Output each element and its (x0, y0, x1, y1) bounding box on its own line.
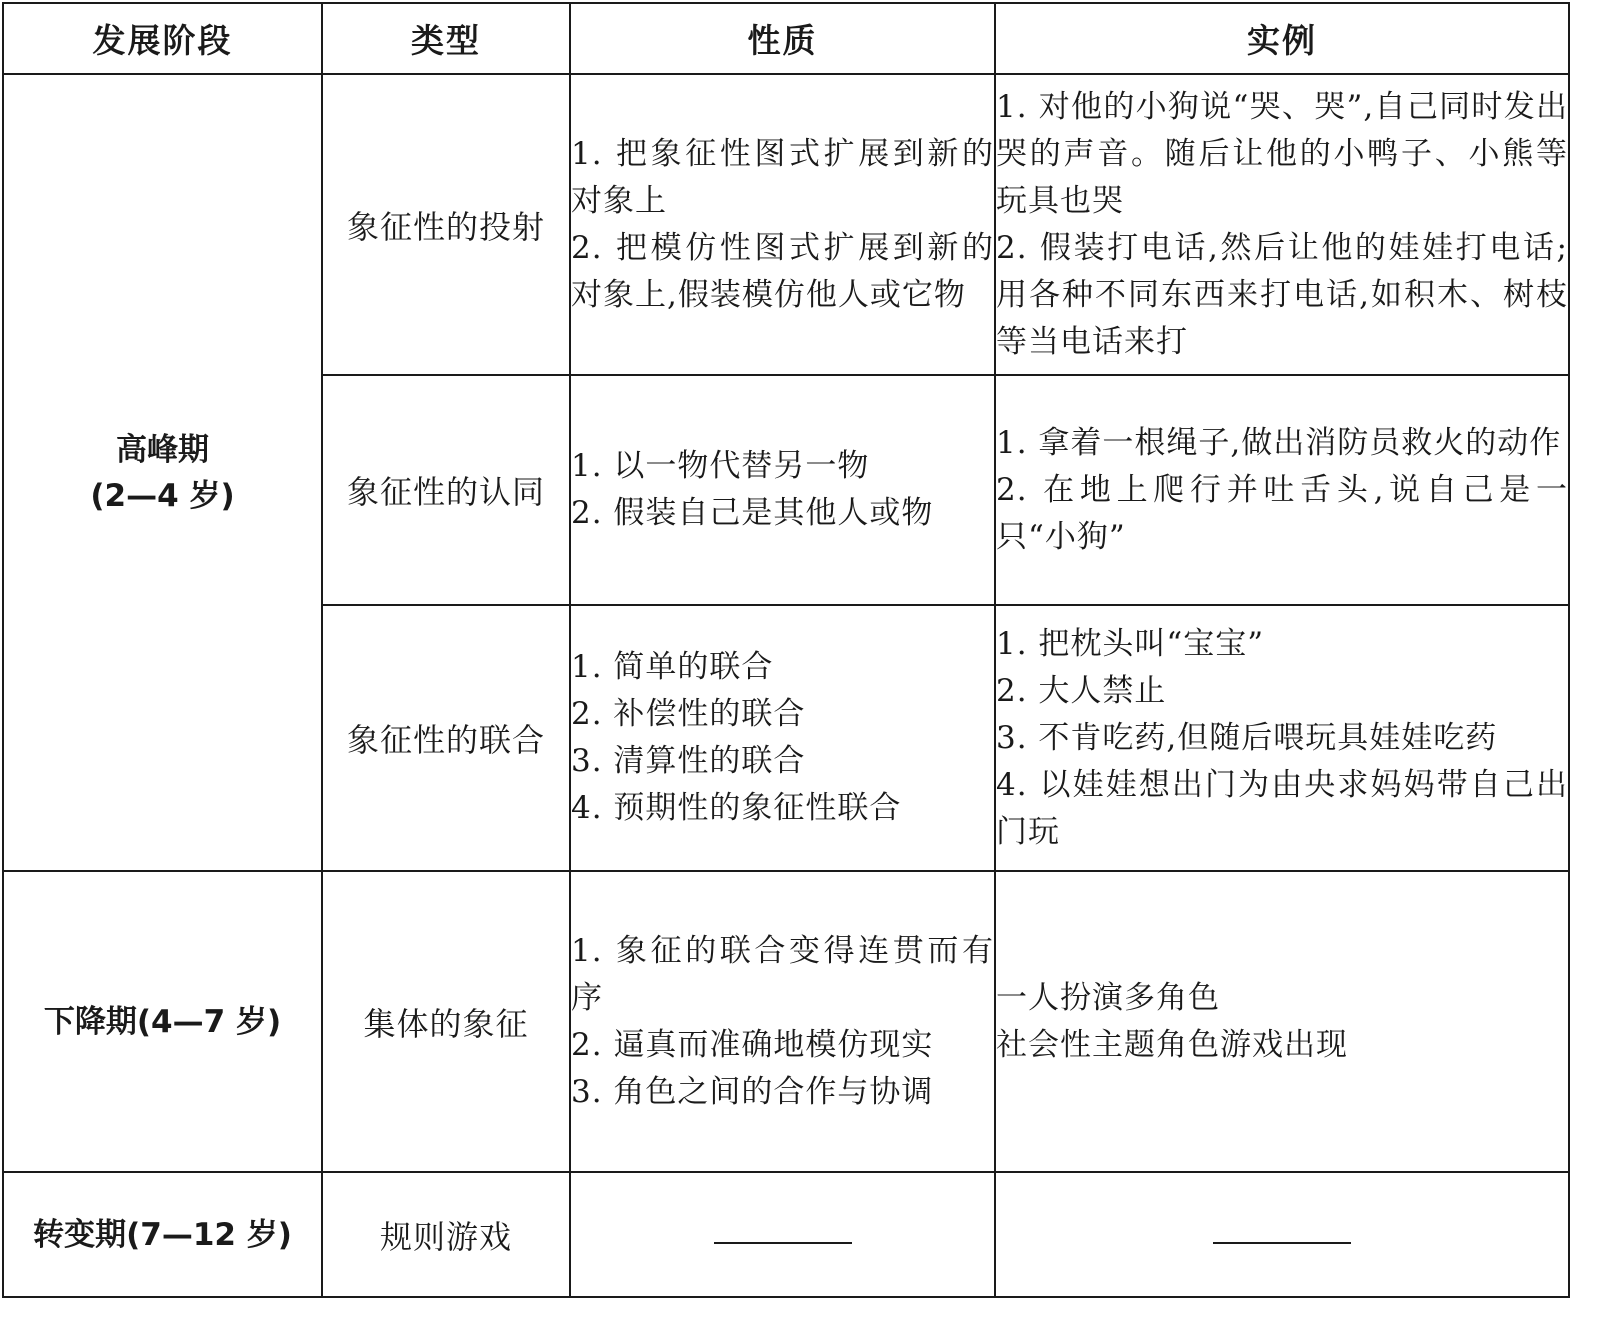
table-row (3, 1172, 1569, 1297)
stage-decline: 下降期(4—7 岁) (3, 871, 322, 1172)
header-nature: 性质 (570, 3, 995, 74)
type-cell: 象征性的投射 (322, 74, 570, 375)
examples-cell (995, 74, 1569, 375)
example-item: 2. 在地上爬行并吐舌头,说自己是一只“小狗” (996, 471, 1568, 555)
stage-transition: 转变期(7—12 岁) (3, 1172, 322, 1297)
nature-item: 1. 以一物代替另一物 (571, 448, 870, 484)
play-development-table (2, 2, 1570, 1298)
type-cell: 规则游戏 (322, 1172, 570, 1297)
nature-item: 2. 把模仿性图式扩展到新的对象上,假装模仿他人或它物 (571, 229, 994, 313)
nature-cell (570, 871, 995, 1172)
example-item: 1. 把枕头叫“宝宝” (996, 625, 1265, 662)
table-row (3, 74, 1569, 375)
blank-dash (1213, 1242, 1351, 1244)
stage-peak-age: (2—4 岁) (90, 477, 235, 514)
example-item: 一人扮演多角色 (996, 979, 1220, 1016)
nature-item: 3. 清算性的联合 (571, 743, 806, 779)
header-stage: 发展阶段 (3, 3, 322, 74)
header-examples: 实例 (995, 3, 1569, 74)
table-row (3, 871, 1569, 1172)
nature-item: 2. 逼真而准确地模仿现实 (571, 1026, 934, 1063)
examples-cell (995, 375, 1569, 605)
nature-cell (570, 375, 995, 605)
example-item: 1. 对他的小狗说“哭、哭”,自己同时发出哭的声音。随后让他的小鸭子、小熊等玩具也哭 (996, 88, 1568, 219)
header-row (3, 3, 1569, 74)
nature-cell (570, 74, 995, 375)
example-item: 社会性主题角色游戏出现 (996, 1026, 1348, 1063)
header-type: 类型 (322, 3, 570, 74)
examples-cell-empty (995, 1172, 1569, 1297)
type-cell: 象征性的联合 (322, 605, 570, 871)
example-item: 3. 不肯吃药,但随后喂玩具娃娃吃药 (996, 719, 1498, 756)
stage-peak (3, 74, 322, 871)
nature-item: 4. 预期性的象征性联合 (571, 790, 902, 826)
stage-peak-name: 高峰期 (116, 431, 209, 468)
nature-item: 1. 象征的联合变得连贯而有序 (571, 932, 994, 1016)
example-item: 2. 大人禁止 (996, 672, 1167, 709)
type-cell: 集体的象征 (322, 871, 570, 1172)
nature-item: 1. 简单的联合 (571, 649, 774, 685)
nature-cell (570, 605, 995, 871)
type-cell: 象征性的认同 (322, 375, 570, 605)
nature-cell-empty (570, 1172, 995, 1297)
nature-item: 3. 角色之间的合作与协调 (571, 1073, 934, 1110)
examples-cell (995, 605, 1569, 871)
examples-cell (995, 871, 1569, 1172)
nature-item: 2. 补偿性的联合 (571, 696, 806, 732)
nature-item: 2. 假装自己是其他人或物 (571, 495, 934, 531)
blank-dash (714, 1242, 852, 1244)
nature-item: 1. 把象征性图式扩展到新的对象上 (571, 135, 994, 219)
example-item: 2. 假装打电话,然后让他的娃娃打电话;用各种不同东西来打电话,如积木、树枝等当电话来打 (996, 229, 1568, 360)
example-item: 1. 拿着一根绳子,做出消防员救火的动作 (996, 424, 1562, 461)
example-item: 4. 以娃娃想出门为由央求妈妈带自己出门玩 (996, 766, 1568, 850)
